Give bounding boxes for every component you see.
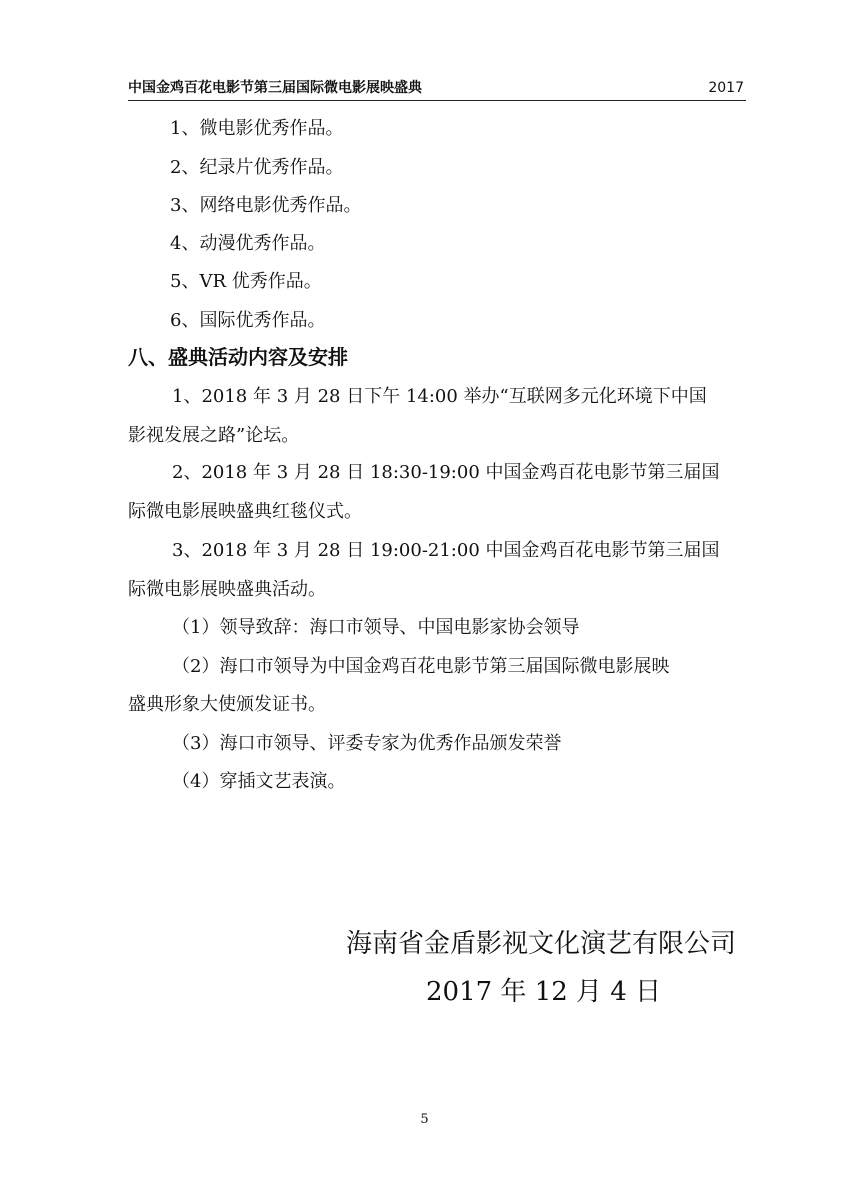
schedule-item-3-line1: 3、2018 年 3 月 28 日 19:00-21:00 中国金鸡百花电影节第三届国 [172, 540, 720, 561]
award-item-6: 6、国际优秀作品。 [170, 310, 326, 331]
award-item-1: 1、微电影优秀作品。 [170, 118, 344, 139]
schedule-item-2-line1: 2、2018 年 3 月 28 日 18:30-19:00 中国金鸡百花电影节第三届国 [172, 462, 720, 483]
schedule-item-1-line1: 1、2018 年 3 月 28 日下午 14:00 举办“互联网多元化环境下中国 [172, 386, 707, 407]
page-number: 5 [420, 1112, 429, 1127]
program-item-3: （3）海口市领导、评委专家为优秀作品颁发荣誉 [172, 733, 562, 754]
program-item-4: （4）穿插文艺表演。 [172, 771, 346, 792]
header-year: 2017 [708, 80, 744, 96]
signature-date: 2017 年 12 月 4 日 [426, 977, 662, 1007]
program-item-2-line2: 盛典形象大使颁发证书。 [128, 694, 326, 715]
section-heading: 八、盛典活动内容及安排 [128, 345, 348, 369]
award-item-3: 3、网络电影优秀作品。 [170, 195, 362, 216]
schedule-item-3-line2: 际微电影展映盛典活动。 [128, 579, 326, 600]
schedule-item-1-line2: 影视发展之路”论坛。 [128, 425, 300, 446]
program-item-1: （1）领导致辞：海口市领导、中国电影家协会领导 [172, 617, 580, 638]
award-item-4: 4、动漫优秀作品。 [170, 233, 326, 254]
award-item-2: 2、纪录片优秀作品。 [170, 157, 344, 178]
award-item-5: 5、VR 优秀作品。 [170, 271, 322, 292]
program-item-2-line1: （2）海口市领导为中国金鸡百花电影节第三届国际微电影展映 [172, 656, 670, 677]
signature-company: 海南省金盾影视文化演艺有限公司 [346, 929, 737, 959]
page-header [128, 78, 746, 101]
header-title: 中国金鸡百花电影节第三届国际微电影展映盛典 [128, 80, 422, 96]
schedule-item-2-line2: 际微电影展映盛典红毯仪式。 [128, 501, 362, 522]
